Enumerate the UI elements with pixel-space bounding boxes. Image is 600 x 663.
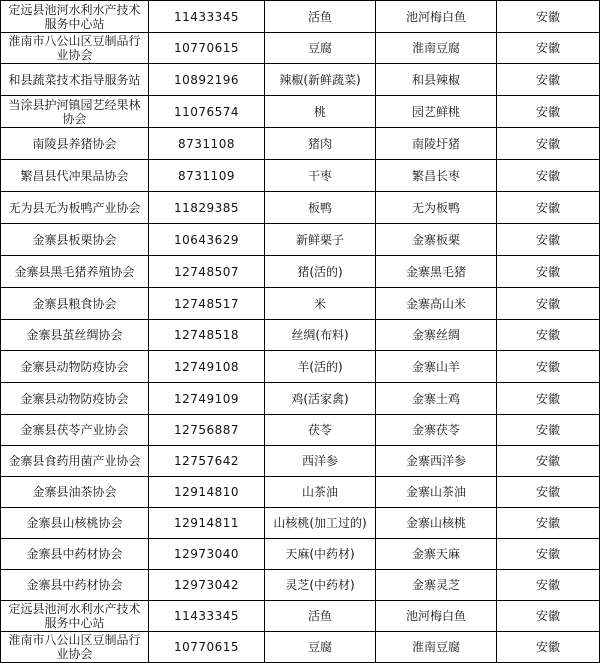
cell-registration-number: 12748517 — [149, 288, 265, 320]
cell-trademark-name: 金寨高山米 — [376, 288, 497, 320]
cell-province: 安徽 — [497, 320, 600, 351]
cell-association: 金寨县茯苓产业协会 — [1, 415, 149, 446]
cell-product: 山茶油 — [265, 477, 376, 508]
cell-province: 安徽 — [497, 224, 600, 256]
cell-product: 桃 — [265, 96, 376, 128]
cell-association: 金寨县中药材协会 — [1, 570, 149, 601]
cell-association: 和县蔬菜技术指导服务站 — [1, 64, 149, 96]
cell-trademark-name: 金寨西洋参 — [376, 446, 497, 477]
table-row — [1, 601, 600, 632]
cell-association: 金寨县板栗协会 — [1, 224, 149, 256]
cell-product: 丝绸(布料) — [265, 320, 376, 351]
cell-product: 辣椒(新鲜蔬菜) — [265, 64, 376, 96]
cell-product: 猪(活的) — [265, 256, 376, 288]
cell-registration-number: 12914811 — [149, 508, 265, 539]
cell-province: 安徽 — [497, 1, 600, 33]
cell-registration-number: 11433345 — [149, 1, 265, 33]
cell-trademark-name: 南陵圩猪 — [376, 128, 497, 160]
cell-trademark-name: 池河梅白鱼 — [376, 1, 497, 33]
cell-registration-number: 8731109 — [149, 160, 265, 192]
table-row — [1, 288, 600, 320]
cell-association: 金寨县茧丝绸协会 — [1, 320, 149, 351]
cell-trademark-name: 园艺鲜桃 — [376, 96, 497, 128]
cell-registration-number: 12749108 — [149, 351, 265, 383]
cell-trademark-name: 和县辣椒 — [376, 64, 497, 96]
cell-trademark-name: 金寨山茶油 — [376, 477, 497, 508]
cell-product: 茯苓 — [265, 415, 376, 446]
cell-province: 安徽 — [497, 96, 600, 128]
cell-trademark-name: 淮南豆腐 — [376, 632, 497, 663]
cell-association: 淮南市八公山区豆制品行业协会 — [1, 33, 149, 64]
cell-product: 猪肉 — [265, 128, 376, 160]
table-row — [1, 477, 600, 508]
cell-association: 金寨县食药用菌产业协会 — [1, 446, 149, 477]
cell-trademark-name: 繁昌长枣 — [376, 160, 497, 192]
cell-product: 羊(活的) — [265, 351, 376, 383]
cell-trademark-name: 金寨天麻 — [376, 539, 497, 570]
cell-product: 米 — [265, 288, 376, 320]
cell-registration-number: 11076574 — [149, 96, 265, 128]
cell-trademark-name: 淮南豆腐 — [376, 33, 497, 64]
cell-province: 安徽 — [497, 160, 600, 192]
cell-trademark-name: 金寨土鸡 — [376, 383, 497, 415]
cell-association: 当涂县护河镇园艺经果林协会 — [1, 96, 149, 128]
cell-association: 无为县无为板鸭产业协会 — [1, 192, 149, 224]
cell-association: 金寨县山核桃协会 — [1, 508, 149, 539]
cell-trademark-name: 金寨灵芝 — [376, 570, 497, 601]
cell-registration-number: 11829385 — [149, 192, 265, 224]
table-row — [1, 508, 600, 539]
cell-registration-number: 12749109 — [149, 383, 265, 415]
cell-province: 安徽 — [497, 288, 600, 320]
cell-province: 安徽 — [497, 508, 600, 539]
cell-association: 金寨县动物防疫协会 — [1, 351, 149, 383]
cell-province: 安徽 — [497, 570, 600, 601]
cell-trademark-name: 金寨丝绸 — [376, 320, 497, 351]
cell-registration-number: 11433345 — [149, 601, 265, 632]
cell-product: 鸡(活家禽) — [265, 383, 376, 415]
cell-registration-number: 12973040 — [149, 539, 265, 570]
cell-product: 西洋参 — [265, 446, 376, 477]
cell-province: 安徽 — [497, 415, 600, 446]
cell-province: 安徽 — [497, 601, 600, 632]
cell-association: 金寨县中药材协会 — [1, 539, 149, 570]
cell-product: 豆腐 — [265, 632, 376, 663]
cell-province: 安徽 — [497, 632, 600, 663]
cell-association: 定远县池河水利水产技术服务中心站 — [1, 1, 149, 33]
cell-trademark-name: 池河梅白鱼 — [376, 601, 497, 632]
cell-product: 灵芝(中药材) — [265, 570, 376, 601]
cell-product: 干枣 — [265, 160, 376, 192]
table-row — [1, 96, 600, 128]
cell-registration-number: 10770615 — [149, 33, 265, 64]
cell-trademark-name: 金寨板栗 — [376, 224, 497, 256]
table-row — [1, 224, 600, 256]
cell-product: 板鸭 — [265, 192, 376, 224]
cell-trademark-name: 金寨茯苓 — [376, 415, 497, 446]
cell-association: 南陵县养猪协会 — [1, 128, 149, 160]
cell-product: 活鱼 — [265, 601, 376, 632]
table-row — [1, 383, 600, 415]
cell-province: 安徽 — [497, 128, 600, 160]
cell-association: 繁昌县代冲果品协会 — [1, 160, 149, 192]
table-row — [1, 1, 600, 33]
table-row — [1, 570, 600, 601]
table-row — [1, 192, 600, 224]
cell-association: 金寨县粮食协会 — [1, 288, 149, 320]
cell-trademark-name: 金寨黑毛猪 — [376, 256, 497, 288]
cell-province: 安徽 — [497, 192, 600, 224]
cell-registration-number: 12748507 — [149, 256, 265, 288]
cell-product: 天麻(中药材) — [265, 539, 376, 570]
table-row — [1, 415, 600, 446]
cell-registration-number: 12973042 — [149, 570, 265, 601]
cell-registration-number: 12914810 — [149, 477, 265, 508]
table-row — [1, 64, 600, 96]
table-row — [1, 33, 600, 64]
cell-province: 安徽 — [497, 539, 600, 570]
cell-registration-number: 12748518 — [149, 320, 265, 351]
cell-province: 安徽 — [497, 64, 600, 96]
table-row — [1, 632, 600, 663]
cell-product: 新鲜栗子 — [265, 224, 376, 256]
cell-trademark-name: 金寨山羊 — [376, 351, 497, 383]
table-row — [1, 539, 600, 570]
table-row — [1, 256, 600, 288]
cell-registration-number: 10770615 — [149, 632, 265, 663]
table-row — [1, 351, 600, 383]
cell-association: 淮南市八公山区豆制品行业协会 — [1, 632, 149, 663]
cell-province: 安徽 — [497, 33, 600, 64]
table-body — [1, 1, 600, 663]
table-row — [1, 160, 600, 192]
cell-product: 活鱼 — [265, 1, 376, 33]
cell-registration-number: 12756887 — [149, 415, 265, 446]
cell-registration-number: 10892196 — [149, 64, 265, 96]
cell-association: 金寨县动物防疫协会 — [1, 383, 149, 415]
cell-province: 安徽 — [497, 351, 600, 383]
table-row — [1, 128, 600, 160]
cell-association: 金寨县油茶协会 — [1, 477, 149, 508]
cell-province: 安徽 — [497, 383, 600, 415]
cell-registration-number: 10643629 — [149, 224, 265, 256]
cell-province: 安徽 — [497, 256, 600, 288]
cell-association: 金寨县黑毛猪养殖协会 — [1, 256, 149, 288]
cell-product: 豆腐 — [265, 33, 376, 64]
cell-trademark-name: 金寨山核桃 — [376, 508, 497, 539]
table-row — [1, 446, 600, 477]
cell-association: 定远县池河水利水产技术服务中心站 — [1, 601, 149, 632]
cell-product: 山核桃(加工过的) — [265, 508, 376, 539]
table-row — [1, 320, 600, 351]
cell-province: 安徽 — [497, 477, 600, 508]
cell-province: 安徽 — [497, 446, 600, 477]
cell-registration-number: 8731108 — [149, 128, 265, 160]
cell-registration-number: 12757642 — [149, 446, 265, 477]
cell-trademark-name: 无为板鸭 — [376, 192, 497, 224]
